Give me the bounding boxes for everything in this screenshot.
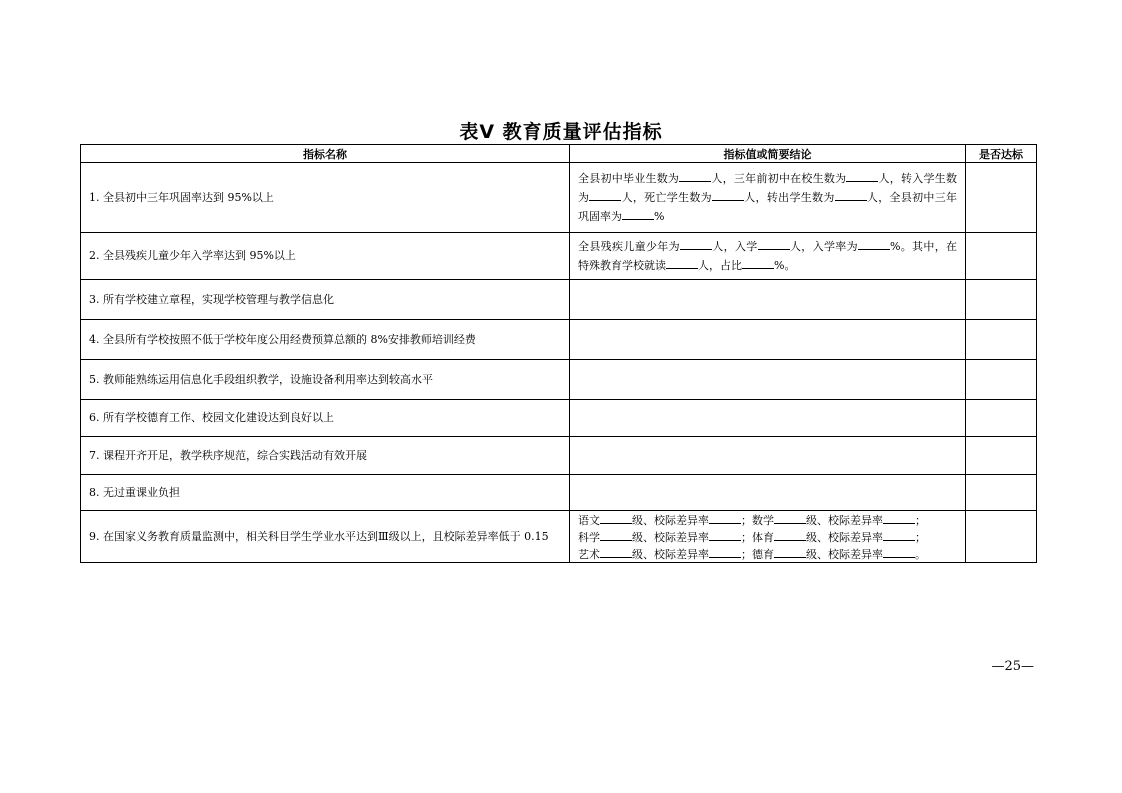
indicator-value[interactable]: 全县初中毕业生数为 人，三年前初中在校生数为 人，转入学生数为 人，死亡学生数为 人，转出学生数为 人，全县初中三年巩固率为 % bbox=[570, 163, 966, 233]
pass-cell[interactable] bbox=[966, 163, 1037, 233]
table-row bbox=[81, 475, 1037, 511]
table-row bbox=[81, 233, 1037, 280]
pass-cell[interactable] bbox=[966, 233, 1037, 280]
indicator-name: 8. 无过重课业负担 bbox=[81, 475, 570, 511]
indicator-name: 7. 课程开齐开足，教学秩序规范，综合实践活动有效开展 bbox=[81, 437, 570, 475]
table-row bbox=[81, 360, 1037, 400]
indicator-value[interactable] bbox=[570, 475, 966, 511]
indicator-name: 1. 全县初中三年巩固率达到 95%以上 bbox=[81, 163, 570, 233]
table-row bbox=[81, 280, 1037, 320]
subject-line: 语文 级、校际差异率 ；数学 级、校际差异率 ； bbox=[578, 511, 957, 528]
indicator-name: 4. 全县所有学校按照不低于学校年度公用经费预算总额的 8%安排教师培训经费 bbox=[81, 320, 570, 360]
indicator-name: 3. 所有学校建立章程，实现学校管理与教学信息化 bbox=[81, 280, 570, 320]
indicator-value[interactable] bbox=[570, 360, 966, 400]
pass-cell[interactable] bbox=[966, 320, 1037, 360]
indicator-value[interactable]: 全县残疾儿童少年为 人，入学 人，入学率为 %。其中，在特殊教育学校就读 人，占比 %。 bbox=[570, 233, 966, 280]
indicator-value[interactable] bbox=[570, 280, 966, 320]
table-row bbox=[81, 163, 1037, 233]
subject-line: 科学 级、校际差异率 ；体育 级、校际差异率 ； bbox=[578, 528, 957, 545]
pass-cell[interactable] bbox=[966, 475, 1037, 511]
indicator-name: 5. 教师能熟练运用信息化手段组织教学，设施设备利用率达到较高水平 bbox=[81, 360, 570, 400]
table-row bbox=[81, 437, 1037, 475]
table-header-row bbox=[81, 145, 1037, 163]
indicator-value[interactable] bbox=[570, 437, 966, 475]
subject-line: 艺术 级、校际差异率 ；德育 级、校际差异率 。 bbox=[578, 545, 957, 562]
pass-cell[interactable] bbox=[966, 280, 1037, 320]
header-pass: 是否达标 bbox=[966, 145, 1037, 163]
indicator-name: 2. 全县残疾儿童少年入学率达到 95%以上 bbox=[81, 233, 570, 280]
table-row bbox=[81, 320, 1037, 360]
evaluation-table bbox=[80, 144, 1037, 563]
pass-cell[interactable] bbox=[966, 400, 1037, 437]
pass-cell[interactable] bbox=[966, 360, 1037, 400]
pass-cell[interactable] bbox=[966, 437, 1037, 475]
pass-cell[interactable] bbox=[966, 511, 1037, 563]
table-row bbox=[81, 400, 1037, 437]
table-row bbox=[81, 511, 1037, 563]
page-number: —25— bbox=[991, 659, 1034, 674]
indicator-name: 9. 在国家义务教育质量监测中，相关科目学生学业水平达到Ⅲ级以上，且校际差异率低于 0.15 bbox=[81, 511, 570, 563]
page-title: 表Ⅴ 教育质量评估指标 bbox=[459, 121, 663, 143]
header-indicator-name: 指标名称 bbox=[81, 145, 570, 163]
indicator-value[interactable] bbox=[570, 320, 966, 360]
indicator-value[interactable] bbox=[570, 400, 966, 437]
indicator-value[interactable] bbox=[570, 511, 966, 563]
indicator-name: 6. 所有学校德育工作、校园文化建设达到良好以上 bbox=[81, 400, 570, 437]
header-indicator-value: 指标值或简要结论 bbox=[570, 145, 966, 163]
